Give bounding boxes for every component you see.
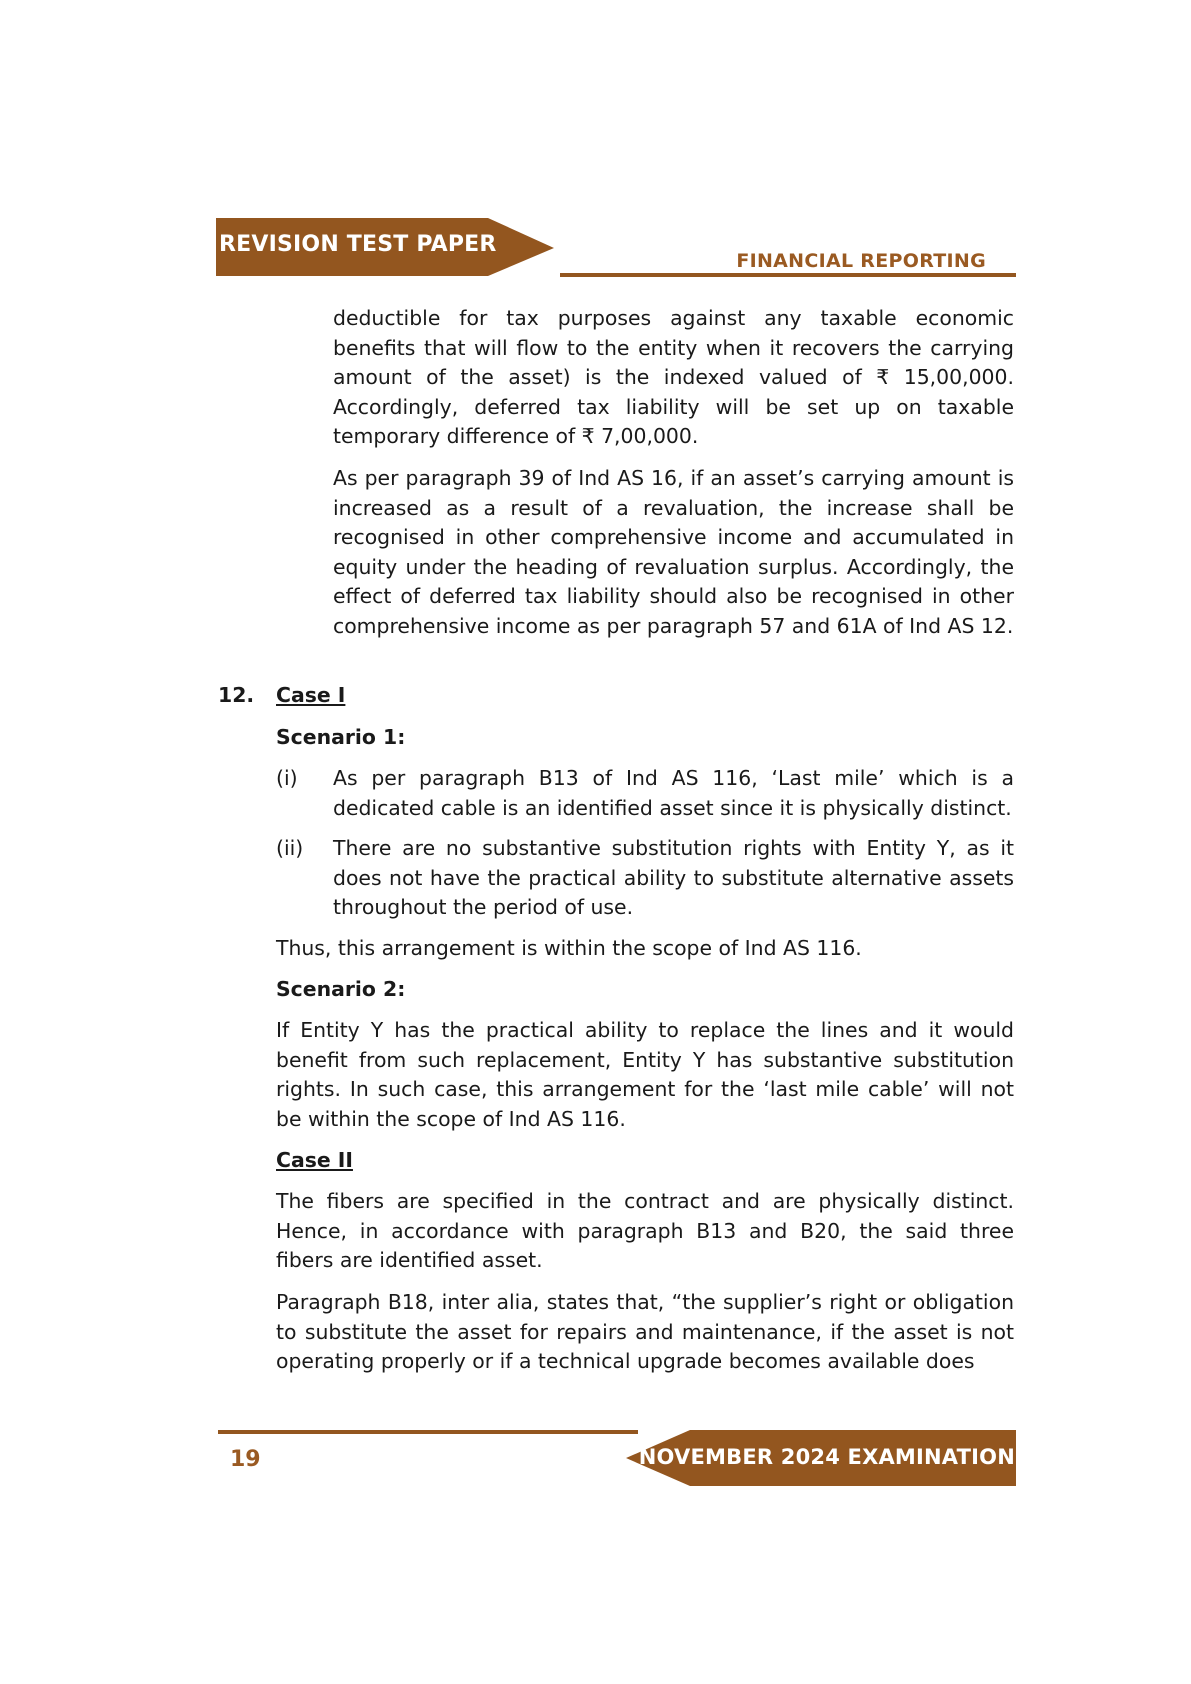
- case-1-heading: Case I: [276, 683, 346, 707]
- footer-exam-label: NOVEMBER 2024 EXAMINATION: [638, 1445, 1015, 1469]
- scenario-2-text: If Entity Y has the practical ability to replace the lines and it would benefit from such replacement, Entity Y has substantive substitution rights. In such case, this arrangement for the ‘last mile cable’ will not be within the scope of Ind AS 116.: [276, 1018, 1014, 1131]
- case-2-heading: Case II: [276, 1148, 353, 1172]
- page-number: 19: [230, 1447, 261, 1472]
- list-item: As per paragraph B13 of Ind AS 116, ‘Last mile’ which is a dedicated cable is an identified asset since it is physically distinct.: [333, 766, 1014, 820]
- header-title: REVISION TEST PAPER: [219, 232, 497, 257]
- list-marker: (ii): [276, 836, 304, 860]
- paragraph-ind-as-16: As per paragraph 39 of Ind AS 16, if an asset’s carrying amount is increased as a result of a revaluation, the increase shall be recognised in other comprehensive income and accumulated in equity under the heading of revaluation surplus. Accordingly, the effect of deferred tax liability should also be recognised in other comprehensive income as per paragraph 57 and 61A of Ind AS 12.: [333, 466, 1014, 638]
- case-2-paragraph-2: Paragraph B18, inter alia, states that, “the supplier’s right or obligation to substitute the asset for repairs and maintenance, if the asset is not operating properly or if a technical upgrade becomes available does: [276, 1290, 1014, 1373]
- footer-rule: [218, 1430, 638, 1434]
- case-2-paragraph-1: The fibers are specified in the contract and are physically distinct. Hence, in accordance with paragraph B13 and B20, the said three fibers are identified asset.: [276, 1189, 1014, 1272]
- scenario-1-conclusion: Thus, this arrangement is within the scope of Ind AS 116.: [276, 936, 862, 960]
- header-rule: [560, 273, 1016, 277]
- list-item: There are no substantive substitution rights with Entity Y, as it does not have the practical ability to substitute alternative assets throughout the period of use.: [333, 836, 1014, 919]
- scenario-1-heading: Scenario 1:: [276, 725, 406, 749]
- paragraph-deductible: deductible for tax purposes against any taxable economic benefits that will flow to the entity when it recovers the carrying amount of the asset) is the indexed valued of ₹ 15,00,000. Accordingly, deferred tax liability will be set up on taxable temporary difference of ₹ 7,00,000.: [333, 306, 1014, 448]
- scenario-2-heading: Scenario 2:: [276, 977, 406, 1001]
- list-marker: (i): [276, 766, 298, 790]
- question-number: 12.: [218, 683, 255, 707]
- header-subject: FINANCIAL REPORTING: [736, 250, 986, 272]
